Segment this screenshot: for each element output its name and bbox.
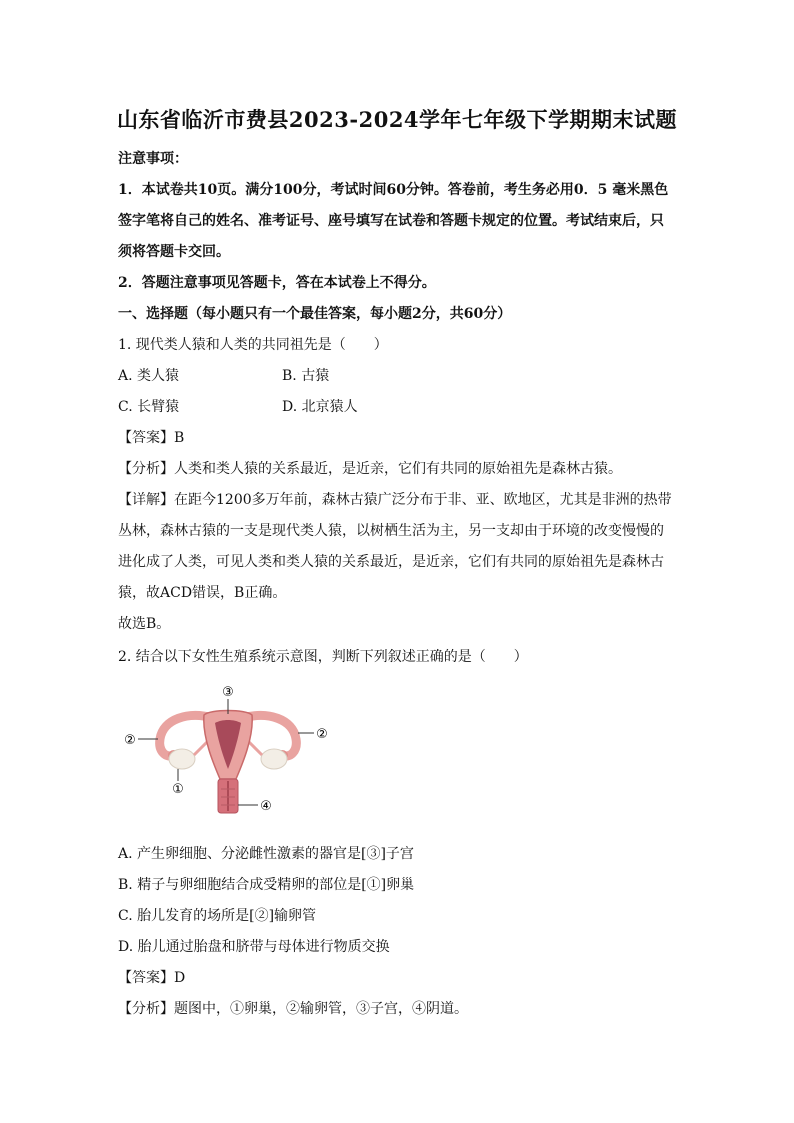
q1-detail-line2: 丛林，森林古猿的一支是现代类人猿，以树栖生活为主，另一支却由于环境的改变慢慢的	[118, 523, 664, 539]
q1-detail-line1: 【详解】在距今1200多万年前，森林古猿广泛分布于非、亚、欧地区，尤其是非洲的热带	[118, 492, 672, 508]
ovary-left	[169, 749, 195, 769]
figure-label-2-right: ②	[316, 727, 328, 742]
notice-item1-line3: 须将答题卡交回。	[118, 244, 230, 260]
q2-option-c: C. 胎儿发育的场所是[②]输卵管	[118, 908, 317, 924]
notice-item1-line2: 签字笔将自己的姓名、准考证号、座号填写在试卷和答题卡规定的位置。考试结束后，只	[118, 213, 664, 229]
notice-item2: 2．答题注意事项见答题卡，答在本试卷上不得分。	[118, 275, 436, 291]
q1-detail-line4: 猿，故ACD错误，B正确。	[118, 585, 287, 601]
figure-label-4: ④	[260, 799, 272, 814]
page-title: 山东省临沂市费县2023-2024学年七年级下学期期末试题	[116, 107, 678, 132]
figure-label-2-left: ②	[124, 733, 136, 748]
q1-stem: 1. 现代类人猿和人类的共同祖先是（ ）	[118, 337, 388, 353]
q2-answer: 【答案】D	[118, 970, 186, 986]
q2-option-b: B. 精子与卵细胞结合成受精卵的部位是[①]卵巢	[118, 877, 415, 893]
figure-label-1: ①	[172, 782, 184, 797]
section-heading: 一、选择题（每小题只有一个最佳答案，每小题2分，共60分）	[118, 306, 512, 322]
q2-analysis: 【分析】题图中，①卵巢，②输卵管，③子宫，④阴道。	[118, 1001, 468, 1017]
q1-answer: 【答案】B	[118, 430, 185, 446]
q1-option-a: A. 类人猿	[118, 368, 180, 384]
q2-stem: 2. 结合以下女性生殖系统示意图，判断下列叙述正确的是（ ）	[118, 649, 528, 665]
q1-conclusion: 故选B。	[118, 616, 171, 632]
notice-heading: 注意事项：	[118, 151, 188, 167]
q2-option-d: D. 胎儿通过胎盘和脐带与母体进行物质交换	[118, 939, 390, 955]
q1-option-c: C. 长臂猿	[118, 399, 180, 415]
q1-analysis: 【分析】人类和类人猿的关系最近，是近亲，它们有共同的原始祖先是森林古猿。	[118, 461, 622, 477]
ovary-right	[261, 749, 287, 769]
q2-option-a: A. 产生卵细胞、分泌雌性激素的器官是[③]子宫	[118, 846, 414, 862]
q1-option-b: B. 古猿	[282, 368, 330, 384]
figure-label-3: ③	[222, 685, 234, 700]
notice-item1-line1: 1．本试卷共10页。满分100分，考试时间60分钟。答卷前，考生务必用0．5 毫米黑色	[118, 182, 669, 198]
female-reproductive-system-diagram	[118, 681, 338, 821]
q1-option-d: D. 北京猿人	[282, 399, 358, 415]
q1-detail-line3: 进化成了人类，可见人类和类人猿的关系最近，是近亲，它们有共同的原始祖先是森林古	[118, 554, 664, 570]
